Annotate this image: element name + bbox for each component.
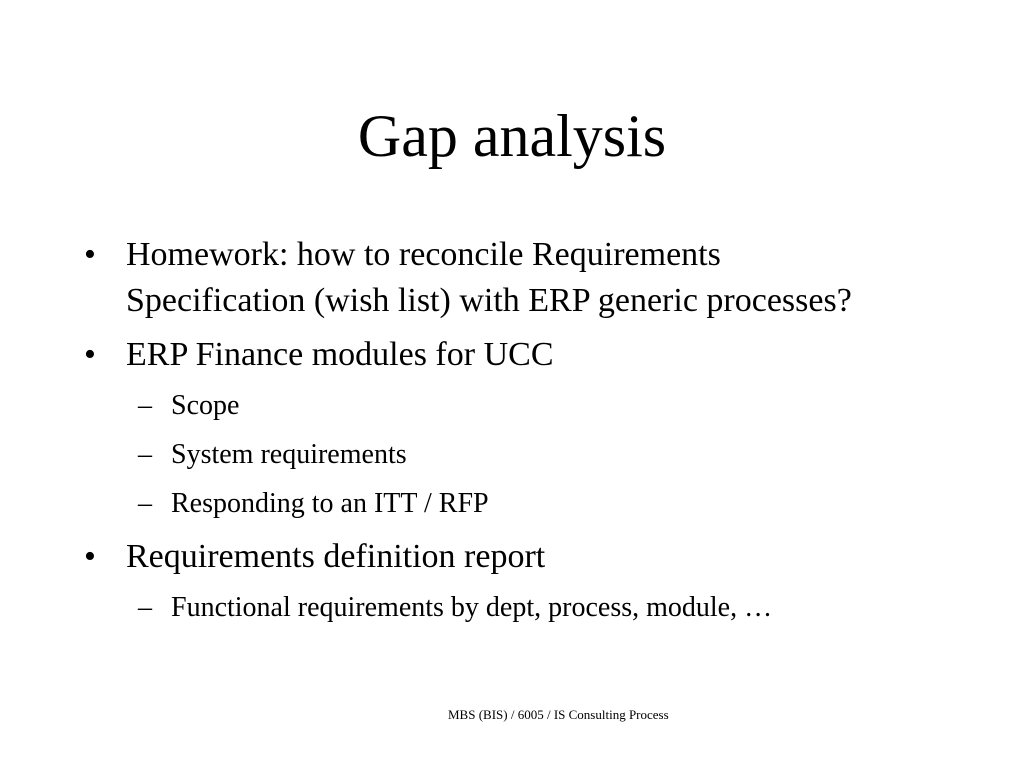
sub-item-text: Functional requirements by dept, process, module, … bbox=[171, 592, 773, 623]
bullet-icon: • bbox=[84, 336, 96, 373]
sub-item-system-requirements bbox=[84, 435, 1004, 475]
bullet-text-line: Homework: how to reconcile Requirements bbox=[126, 236, 721, 273]
sub-item-scope bbox=[84, 386, 1004, 426]
bullet-item-erp-finance bbox=[84, 332, 1004, 378]
sub-item-itt-rfp bbox=[84, 484, 1004, 524]
dash-icon: – bbox=[138, 439, 152, 470]
slide-footer: MBS (BIS) / 6005 / IS Consulting Process bbox=[448, 707, 669, 722]
dash-icon: – bbox=[138, 390, 152, 421]
bullet-icon: • bbox=[84, 236, 96, 273]
bullet-text-line: Specification (wish list) with ERP generic processes? bbox=[126, 282, 852, 319]
bullet-item-homework bbox=[84, 232, 1004, 324]
sub-item-text: System requirements bbox=[171, 439, 407, 470]
bullet-text: ERP Finance modules for UCC bbox=[126, 336, 554, 373]
sub-item-text: Scope bbox=[171, 390, 240, 421]
dash-icon: – bbox=[138, 488, 152, 519]
slide-body bbox=[84, 232, 1004, 637]
slide-title: Gap analysis bbox=[357, 103, 667, 169]
bullet-item-requirements-report bbox=[84, 534, 1004, 580]
dash-icon: – bbox=[138, 592, 152, 623]
bullet-icon: • bbox=[84, 538, 96, 575]
sub-item-functional-requirements bbox=[84, 588, 1004, 628]
sub-item-text: Responding to an ITT / RFP bbox=[171, 488, 489, 519]
bullet-text: Requirements definition report bbox=[126, 538, 546, 575]
